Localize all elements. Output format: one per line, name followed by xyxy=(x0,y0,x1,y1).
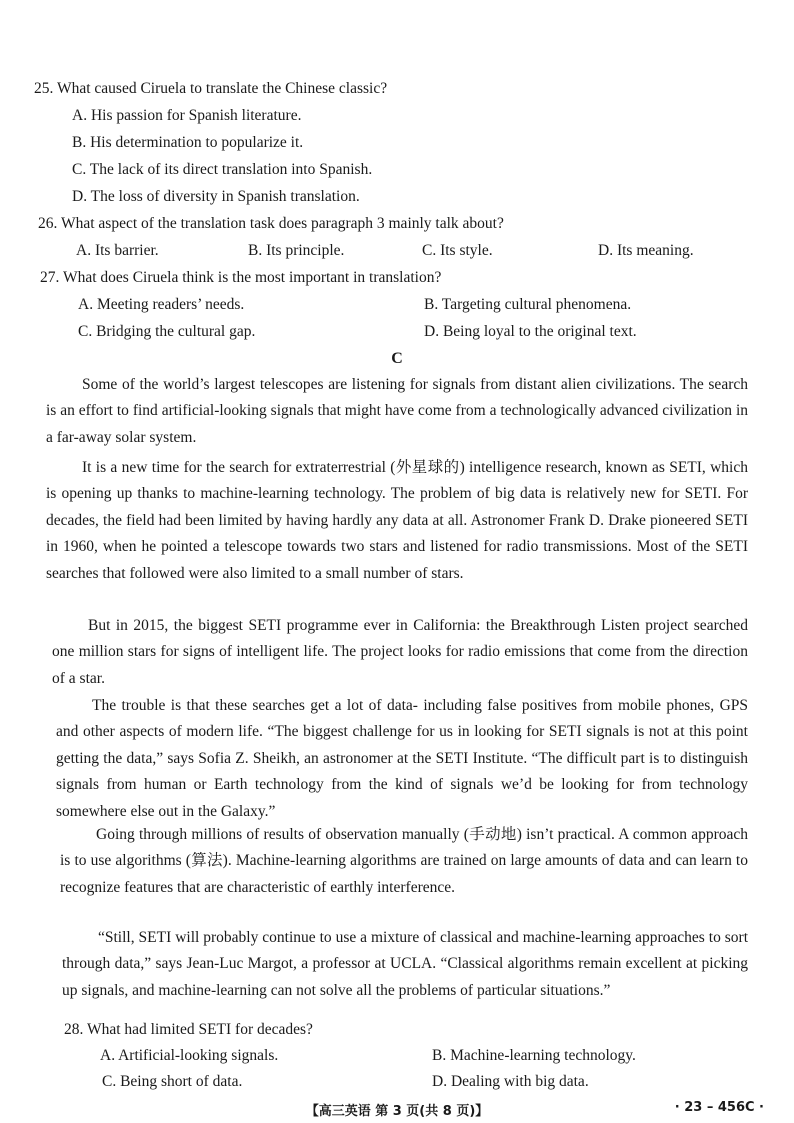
question-26-option-a: A. Its barrier. xyxy=(76,242,159,259)
footer-code: · 23 – 456C · xyxy=(674,1100,764,1115)
question-28-option-c: C. Being short of data. xyxy=(102,1073,243,1090)
question-28-stem: 28. What had limited SETI for decades? xyxy=(64,1021,313,1038)
question-28-option-a: A. Artificial-looking signals. xyxy=(100,1047,279,1064)
passage-paragraph-5: Going through millions of results of observation manually (手动地) isn’t practical. A common approach is to use algorithms (算法). Machine-learning algorithms are trained on large amounts of data and can learn to recognize features that are characteristic of earthly interference. xyxy=(60,826,748,896)
question-27-stem: 27. What does Ciruela think is the most important in translation? xyxy=(40,269,442,286)
passage-paragraph-3: But in 2015, the biggest SETI programme ever in California: the Breakthrough Listen project searched one million stars for signs of intelligent life. The project looks for radio emissions that come from the direction of a star. xyxy=(52,617,748,687)
question-28-option-b: B. Machine-learning technology. xyxy=(432,1047,636,1064)
question-26-option-d: D. Its meaning. xyxy=(598,242,694,259)
passage-paragraph-1: Some of the world’s largest telescopes are listening for signals from distant alien civilizations. The search is an effort to find artificial-looking signals that might have come from a technologically advanced civilization in a far-away solar system. xyxy=(46,376,748,446)
question-27-option-c: C. Bridging the cultural gap. xyxy=(78,323,256,340)
question-25-option-a: A. His passion for Spanish literature. xyxy=(72,107,302,124)
question-26-option-c: C. Its style. xyxy=(422,242,493,259)
question-26-stem: 26. What aspect of the translation task does paragraph 3 mainly talk about? xyxy=(38,215,504,232)
footer-page-label: 【高三英语 第 3 页(共 8 页)】 xyxy=(305,1104,489,1119)
question-25-option-b: B. His determination to popularize it. xyxy=(72,134,304,151)
passage-paragraph-2: It is a new time for the search for extraterrestrial (外星球的) intelligence research, known as SETI, which is opening up thanks to machine-learning technology. The problem of big data is relatively new for SETI. For decades, the field had been limited by having hardly any data at all. Astronomer Frank D. Drake pioneered SETI in 1960, when he pointed a telescope towards two stars and listened for radio transmissions. Most of the SETI searches that followed were also limited to a small number of stars. xyxy=(46,459,748,582)
section-title: C xyxy=(391,350,403,367)
passage-paragraph-6: “Still, SETI will probably continue to use a mixture of classical and machine-learning approaches to sort through data,” says Jean-Luc Margot, a professor at UCLA. “Classical algorithms remain excellent at picking up signals, and machine-learning can not solve all the problems of particular situations.” xyxy=(62,929,748,999)
question-27-option-a: A. Meeting readers’ needs. xyxy=(78,296,245,313)
question-26-option-b: B. Its principle. xyxy=(248,242,345,259)
question-28-option-d: D. Dealing with big data. xyxy=(432,1073,589,1090)
question-27-option-d: D. Being loyal to the original text. xyxy=(424,323,637,340)
question-25-stem: 25. What caused Ciruela to translate the Chinese classic? xyxy=(34,80,388,97)
question-25-option-c: C. The lack of its direct translation into Spanish. xyxy=(72,161,373,178)
passage-paragraph-4: The trouble is that these searches get a lot of data- including false positives from mobile phones, GPS and other aspects of modern life. “The biggest challenge for us in looking for SETI signals is not at this point getting the data,” says Sofia Z. Sheikh, an astronomer at the SETI Institute. “The difficult part is to distinguish signals from human or Earth technology from the kind of signals we’d be looking for from technology somewhere else out in the Galaxy.” xyxy=(56,697,748,820)
question-27-option-b: B. Targeting cultural phenomena. xyxy=(424,296,632,313)
question-25-option-d: D. The loss of diversity in Spanish translation. xyxy=(72,188,360,205)
